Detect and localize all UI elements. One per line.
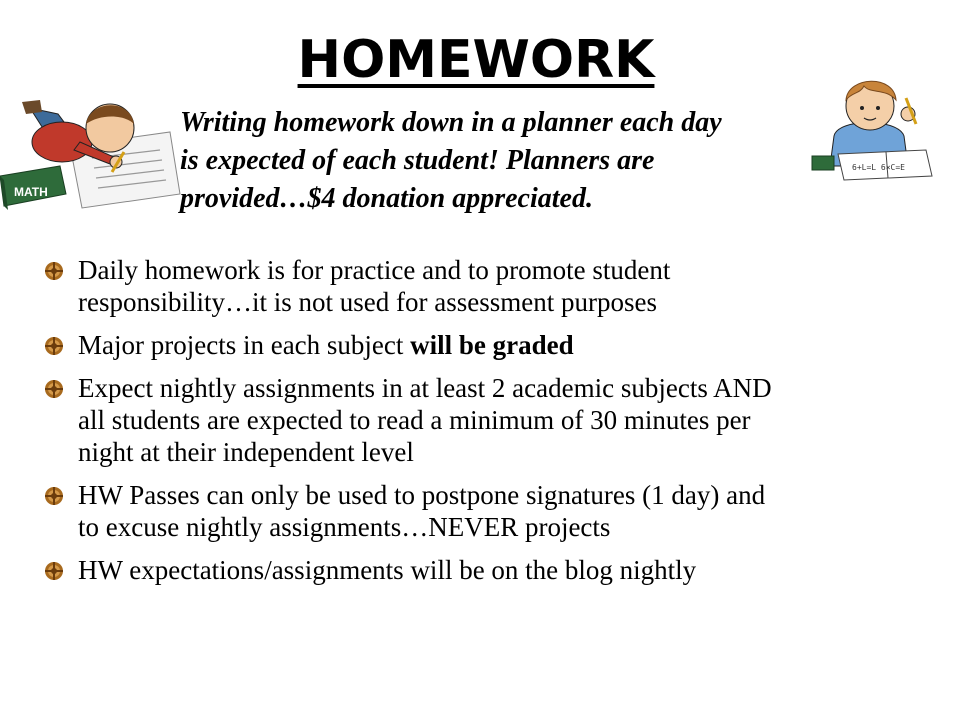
gear-bullet-icon <box>44 336 64 356</box>
gear-bullet-icon <box>44 486 64 506</box>
list-item <box>40 254 930 318</box>
intro-paragraph <box>180 104 820 218</box>
point-1-line-2: responsibility…it is not used for assessment purposes <box>78 287 657 317</box>
point-2-text: Major projects in each subject <box>78 330 411 360</box>
point-3-line-2: all students are expected to read a minimum of 30 minutes per <box>78 405 751 435</box>
list-item <box>40 372 930 468</box>
point-4-line-2: to excuse nightly assignments…NEVER projects <box>78 512 611 542</box>
homework-points-list <box>40 254 930 597</box>
point-2-bold: will be graded <box>410 330 574 360</box>
gear-bullet-icon <box>44 261 64 281</box>
intro-line-2: is expected of each student! Planners are <box>180 145 655 176</box>
intro-line-3: provided…$4 donation appreciated. <box>180 183 593 214</box>
student-lying-illustration <box>0 84 190 214</box>
gear-bullet-icon <box>44 379 64 399</box>
student-math-clipart <box>0 84 190 214</box>
slide-title: HOMEWORK <box>297 30 655 90</box>
list-item <box>40 479 930 543</box>
point-1-line-1: Daily homework is for practice and to promote student <box>78 255 671 285</box>
list-item <box>40 554 930 586</box>
intro-line-1: Writing homework down in a planner each day <box>180 107 722 138</box>
math-book-label: MATH <box>14 185 48 199</box>
student-writing-clipart <box>808 70 938 182</box>
point-4-line-1: HW Passes can only be used to postpone signatures (1 day) and <box>78 480 766 510</box>
point-3-line-3: night at their independent level <box>78 437 414 467</box>
gear-bullet-icon <box>44 561 64 581</box>
student-desk-illustration <box>808 70 938 182</box>
point-5-text: HW expectations/assignments will be on the blog nightly <box>78 555 697 585</box>
list-item <box>40 329 930 361</box>
notebook-writing: 6+L=L 6×C=E <box>852 163 905 172</box>
point-3-line-1: Expect nightly assignments in at least 2 academic subjects AND <box>78 373 772 403</box>
